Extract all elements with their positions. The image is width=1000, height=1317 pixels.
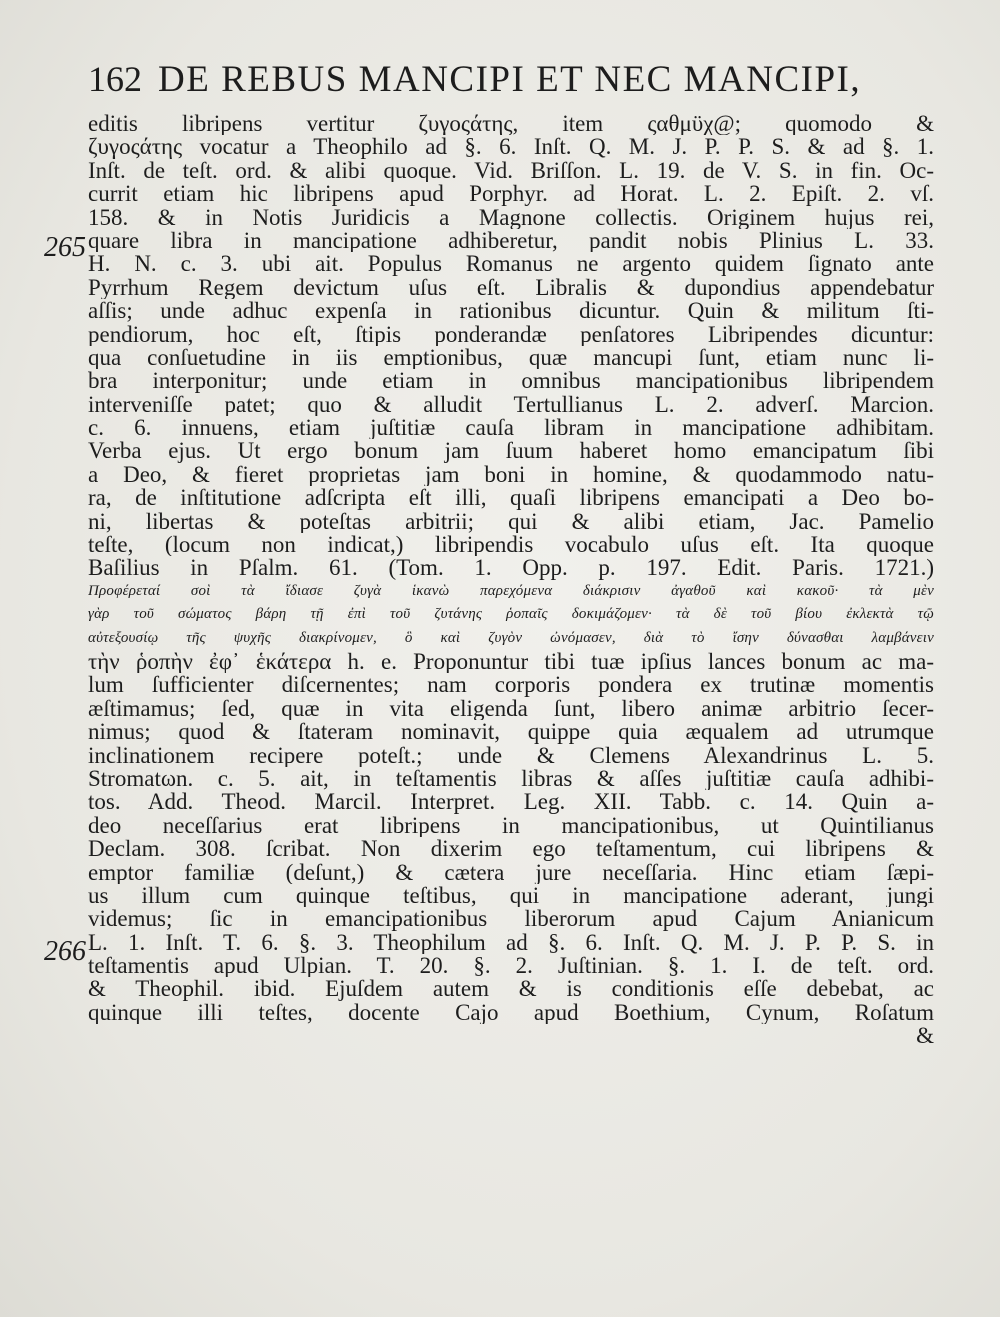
- text-line: teſtamentis apud Ulpian. T. 20. §. 2. Juſtinian. §. 1. I. de teſt. ord.: [88, 954, 934, 978]
- running-title: DE REBUS MANCIPI ET NEC MANCIPI,: [158, 59, 862, 100]
- page-number: 162: [88, 59, 142, 99]
- page-header: [88, 58, 934, 108]
- text-line: τὴν ῥοπὴν ἐφ᾽ ἑκάτερα h. e. Proponuntur tibi tuæ ipſius lances bonum ac ma-: [88, 649, 934, 674]
- text-line: deo neceſſarius erat libripens in mancipationibus, ut Quintilianus: [88, 813, 934, 838]
- text-line: Stromatωn. c. 5. ait, in teſtamentis libras & aſſes juſtitiæ cauſa adhibi-: [88, 766, 934, 791]
- text-line: æſtimamus; ſed, quæ in vita eligenda ſunt, libero animæ arbitrio ſecer-: [88, 696, 934, 721]
- text-line: Pyrrhum Regem devictum uſus eſt. Libralis & dupondius appendebatur: [88, 275, 934, 300]
- text-line: aſſis; unde adhuc expenſa in rationibus dicuntur. Quin & militum ſti-: [88, 299, 934, 323]
- text-line: a Deo, & fieret proprietas jam boni in homine, & quodammodo natu-: [88, 462, 934, 487]
- text-line: lum ſufficienter diſcernentes; nam corporis pondera ex trutinæ momentis: [88, 673, 934, 697]
- text-line: quinque illi teſtes, docente Cajo apud Boethium, Cynum, Roſatum: [88, 1000, 934, 1025]
- text-line: teſte, (locum non indicat,) libripendis vocabulo uſus eſt. Ita quoque: [88, 533, 934, 557]
- text-line: us illum cum quinque teſtibus, qui in mancipatione aderant, jungi: [88, 883, 934, 908]
- text-line: currit etiam hic libripens apud Porphyr. ad Horat. L. 2. Epiſt. 2. vſ.: [88, 182, 934, 206]
- text-line: 158. & in Notis Juridicis a Magnone collectis. Originem hujus rei,: [88, 205, 934, 229]
- text-line: ni, libertas & poteſtas arbitrii; qui & alibi etiam, Jac. Pamelio: [88, 509, 934, 534]
- text-line: videmus; ſic in emancipationibus liberorum apud Cajum Anianicum: [88, 907, 934, 931]
- text-line: ζυγοςάτης vocatur a Theophilo ad §. 6. Inſt. Q. M. J. P. P. S. & ad §. 1.: [88, 135, 934, 159]
- text-line: L. 1. Inſt. T. 6. §. 3. Theophilum ad §. 6. Inſt. Q. M. J. P. P. S. in: [88, 930, 934, 955]
- text-line: qua conſuetudine in iis emptionibus, quæ mancupi ſunt, etiam nunc li-: [88, 345, 934, 370]
- catchword: &: [916, 1024, 934, 1048]
- greek-text-line: αὐτεξουσίῳ τῆς ψυχῆς διακρίνομεν, ὃ καὶ ζυγὸν ὠνόμασεν, διὰ τὸ ἴσην δύνασθαι λαμβάνειν: [88, 629, 934, 646]
- text-line: ra, de inſtitutione adſcripta eſt illi, quaſi libripens emancipati a Deo bo-: [88, 486, 934, 510]
- text-line: emptor familiæ (deſunt,) & cætera jure neceſſaria. Hinc etiam ſæpi-: [88, 860, 934, 884]
- text-line: bra interponitur; unde etiam in omnibus mancipationibus libripendem: [88, 369, 934, 393]
- text-line: Baſilius in Pſalm. 61. (Tom. 1. Opp. p. 197. Edit. Paris. 1721.): [88, 556, 934, 580]
- text-body: [88, 112, 934, 1048]
- text-line: tos. Add. Theod. Marcil. Interpret. Leg. XII. Tabb. c. 14. Quin a-: [88, 790, 934, 814]
- text-line: c. 6. innuens, etiam juſtitiæ cauſa libram in mancipatione adhibitam.: [88, 416, 934, 440]
- text-line: inclinationem recipere poteſt.; unde & Clemens Alexandrinus L. 5.: [88, 743, 934, 767]
- text-line: quare libra in mancipatione adhiberetur, pandit nobis Plinius L. 33.: [88, 228, 934, 253]
- greek-text-line: Προφέρεταί σοὶ τὰ ἴδιασε ζυγὰ ἱκανὼ παρεχόμενα διάκρισιν ἀγαθοῦ καὶ κακοῦ· τὰ μὲν: [88, 582, 934, 599]
- text-line: nimus; quod & ſtateram nominavit, quippe quia æqualem ad utrumque: [88, 720, 934, 744]
- greek-text-line: γὰρ τοῦ σώματος βάρη τῇ ἐπὶ τοῦ ζυτάνης ῥοπαῖς δοκιμάζομεν· τὰ δὲ τοῦ βίου ἐκλεκτὰ τῷ: [88, 606, 934, 623]
- text-line: pendiorum, hoc eſt, ſtipis ponderandæ penſatores Libripendes dicuntur:: [88, 322, 934, 346]
- text-line: interveniſſe patet; quo & alludit Tertullianus L. 2. adverſ. Marcion.: [88, 392, 934, 417]
- text-line: Inſt. de teſt. ord. & alibi quoque. Vid. Briſſon. L. 19. de V. S. in fin. Oc-: [88, 158, 934, 183]
- text-line: H. N. c. 3. ubi ait. Populus Romanus ne argento quidem ſignato ante: [88, 252, 934, 276]
- text-line: Verba ejus. Ut ergo bonum jam ſuum haberet homo emancipatum ſibi: [88, 439, 934, 463]
- margin-number-266: 266: [44, 936, 86, 967]
- text-line: Declam. 308. ſcribat. Non dixerim ego teſtamentum, cui libripens &: [88, 837, 934, 861]
- text-line: editis libripens vertitur ζυγοςάτης, item ςαθμϋχ@; quomodo &: [88, 112, 934, 136]
- text-line: & Theophil. ibid. Ejuſdem autem & is conditionis eſſe debebat, ac: [88, 977, 934, 1001]
- margin-number-265: 265: [44, 232, 86, 263]
